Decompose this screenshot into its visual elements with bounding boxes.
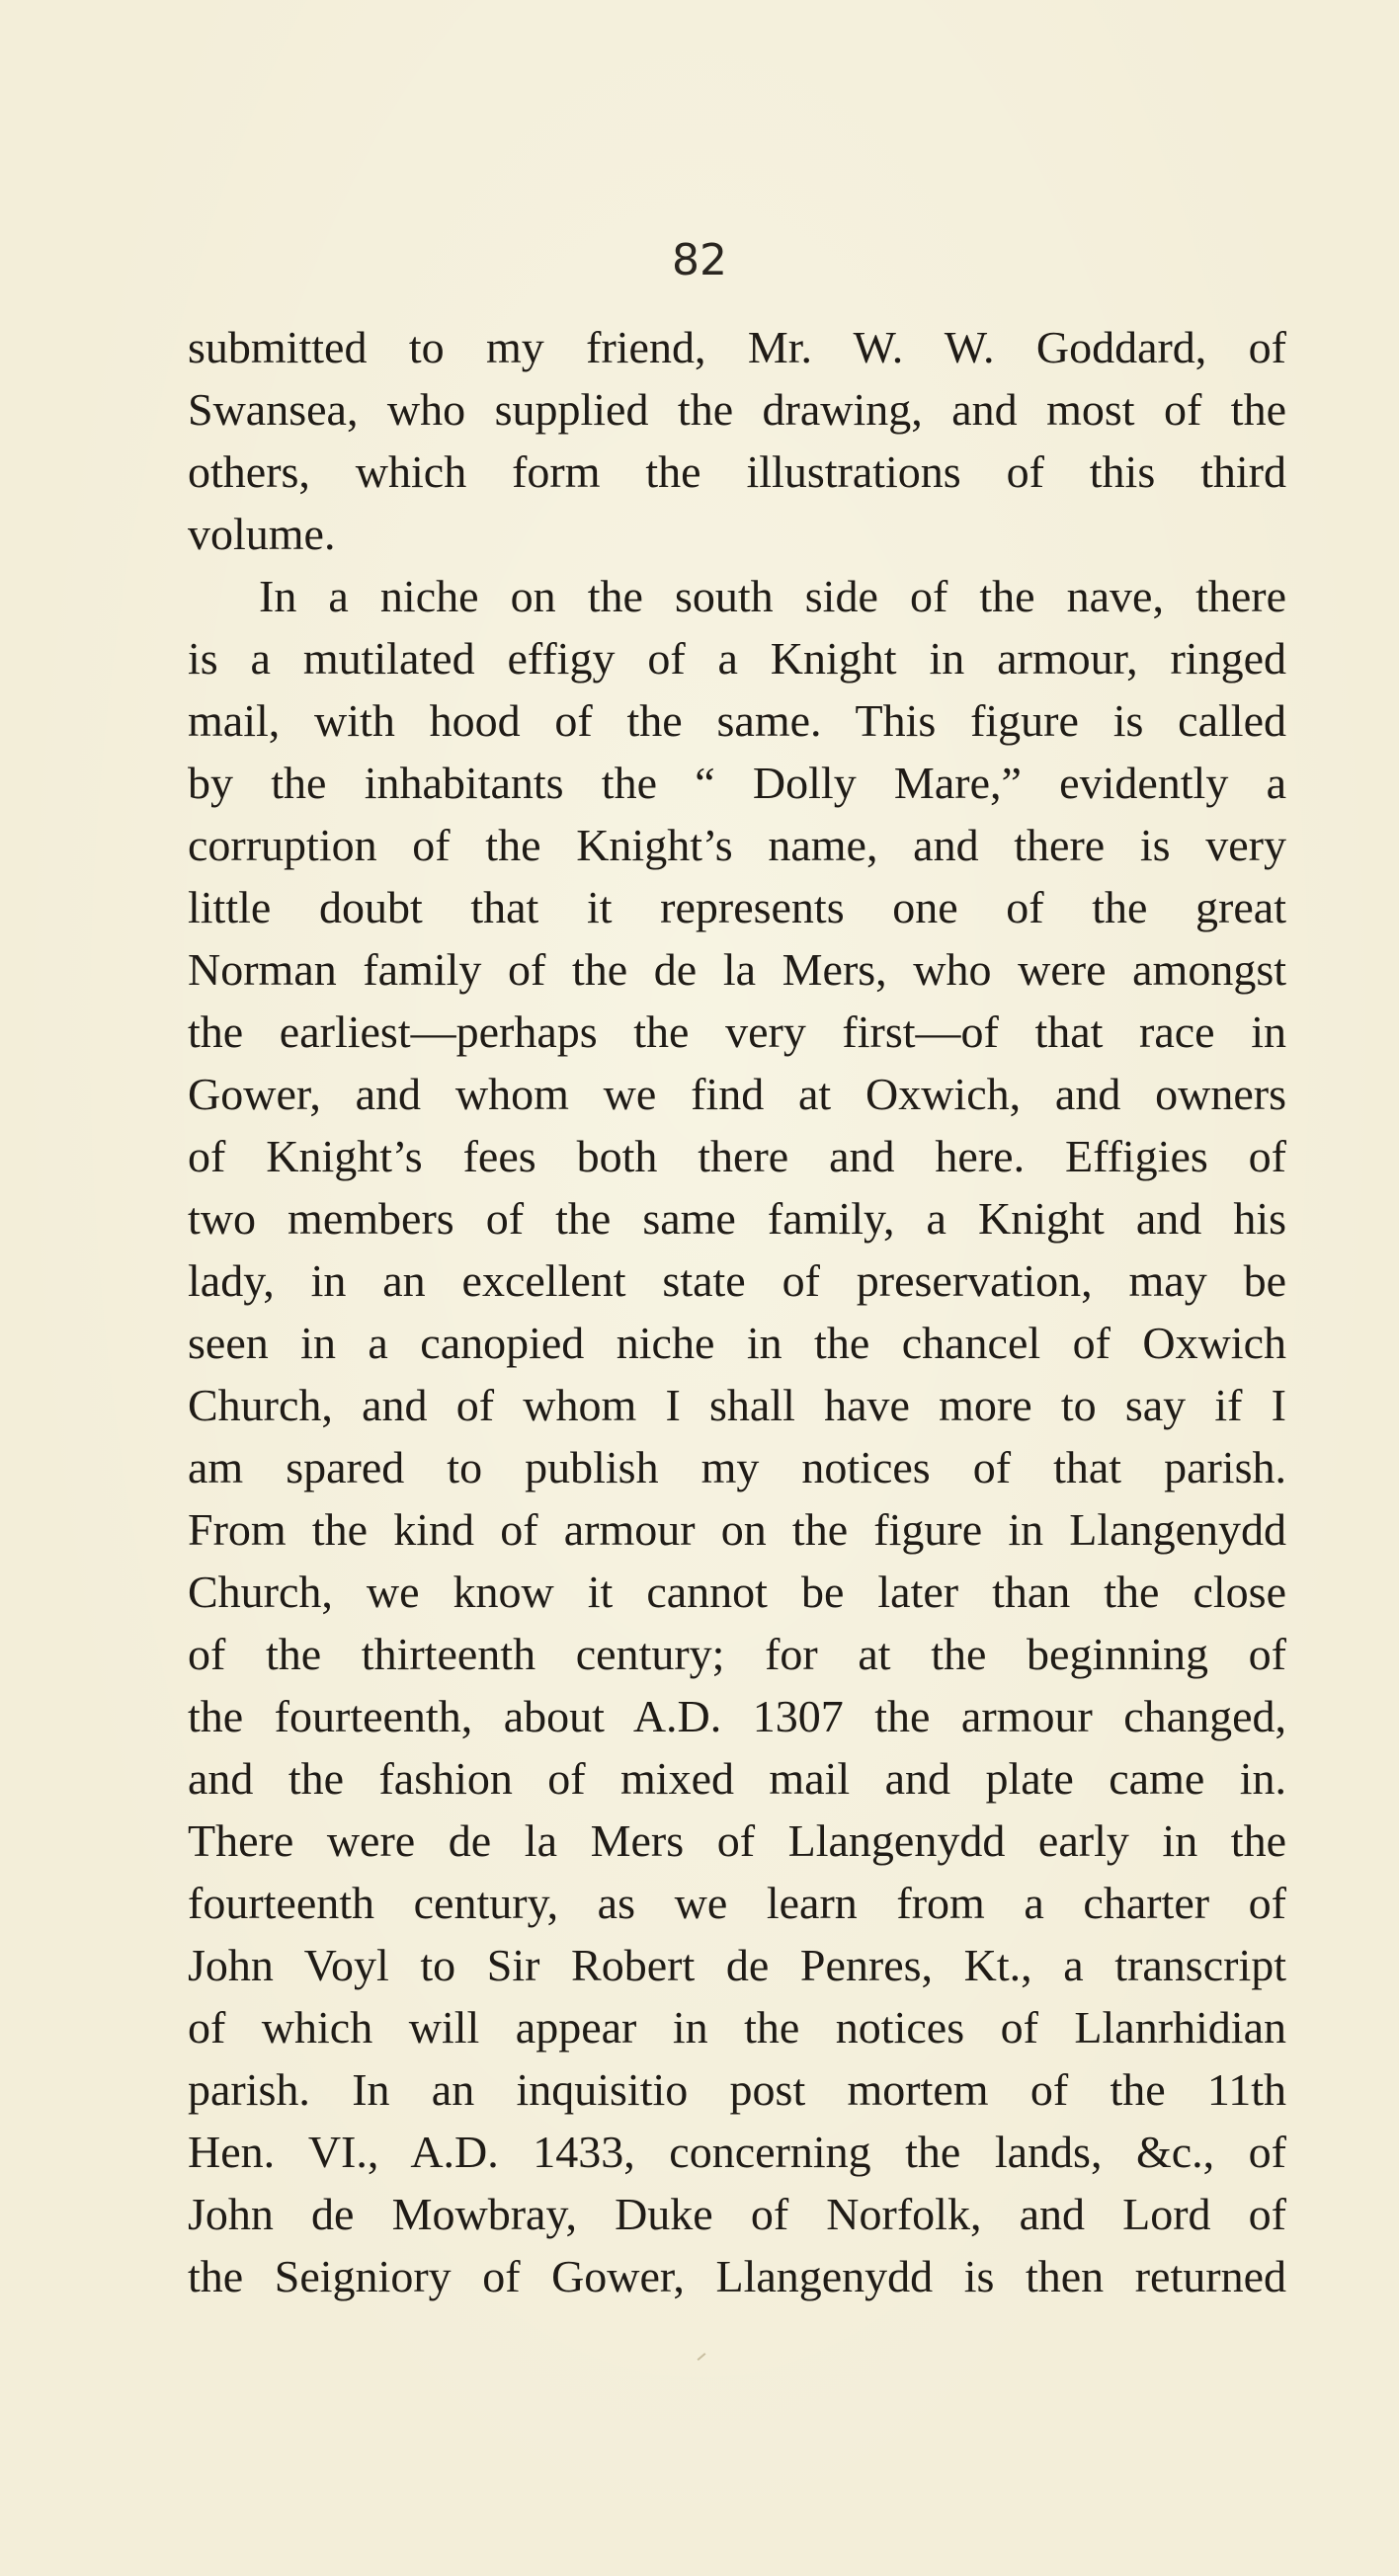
text-line: Gower, and whom we find at Oxwich, and owners <box>188 1069 1286 1119</box>
text-line: fourteenth century, as we learn from a charter of <box>188 1878 1286 1928</box>
text-line: and the fashion of mixed mail and plate came in. <box>188 1753 1286 1804</box>
text-line: submitted to my friend, Mr. W. W. Goddard, of <box>188 322 1286 372</box>
text-line: the fourteenth, about A.D. 1307 the armour changed, <box>188 1691 1286 1741</box>
text-line: Swansea, who supplied the drawing, and most of the <box>188 384 1286 435</box>
text-line: is a mutilated effigy of a Knight in armour, ringed <box>188 633 1286 684</box>
text-line: the Seigniory of Gower, Llangenydd is then returned <box>188 2251 1286 2301</box>
text-line: am spared to publish my notices of that parish. <box>188 1442 1286 1492</box>
text-line: Church, we know it cannot be later than the close <box>188 1567 1286 1617</box>
text-line: mail, with hood of the same. This figure is called <box>188 695 1286 746</box>
body-text <box>188 316 1286 2307</box>
text-line: of which will appear in the notices of Llanrhidian <box>188 2002 1286 2053</box>
text-line: Hen. VI., A.D. 1433, concerning the lands, &c., of <box>188 2127 1286 2177</box>
text-line: There were de la Mers of Llangenydd early in the <box>188 1815 1286 1866</box>
text-line: In a niche on the south side of the nave, there <box>259 571 1286 621</box>
text-line: others, which form the illustrations of this third <box>188 446 1286 497</box>
text-line: corruption of the Knight’s name, and there is very <box>188 820 1286 870</box>
text-line: of the thirteenth century; for at the beginning of <box>188 1629 1286 1679</box>
text-line: the earliest—perhaps the very first—of that race in <box>188 1006 1286 1057</box>
paper-blemish <box>698 2353 706 2361</box>
text-line: by the inhabitants the “ Dolly Mare,” evidently a <box>188 758 1286 808</box>
text-line: lady, in an excellent state of preservation, may be <box>188 1255 1286 1306</box>
text-line: volume. <box>188 509 336 559</box>
text-line: little doubt that it represents one of the great <box>188 882 1286 932</box>
text-line: parish. In an inquisitio post mortem of the 11th <box>188 2064 1286 2115</box>
text-line: Church, and of whom I shall have more to say if I <box>188 1380 1286 1430</box>
text-line: John de Mowbray, Duke of Norfolk, and Lord of <box>188 2189 1286 2239</box>
text-line: seen in a canopied niche in the chancel of Oxwich <box>188 1318 1286 1368</box>
text-line: From the kind of armour on the figure in Llangenydd <box>188 1504 1286 1555</box>
page-number: 82 <box>672 235 727 285</box>
text-line: two members of the same family, a Knight and his <box>188 1193 1286 1244</box>
text-line: John Voyl to Sir Robert de Penres, Kt., a transcript <box>188 1940 1286 1990</box>
text-line: of Knight’s fees both there and here. Effigies of <box>188 1131 1286 1181</box>
text-line: Norman family of the de la Mers, who were amongst <box>188 944 1286 995</box>
